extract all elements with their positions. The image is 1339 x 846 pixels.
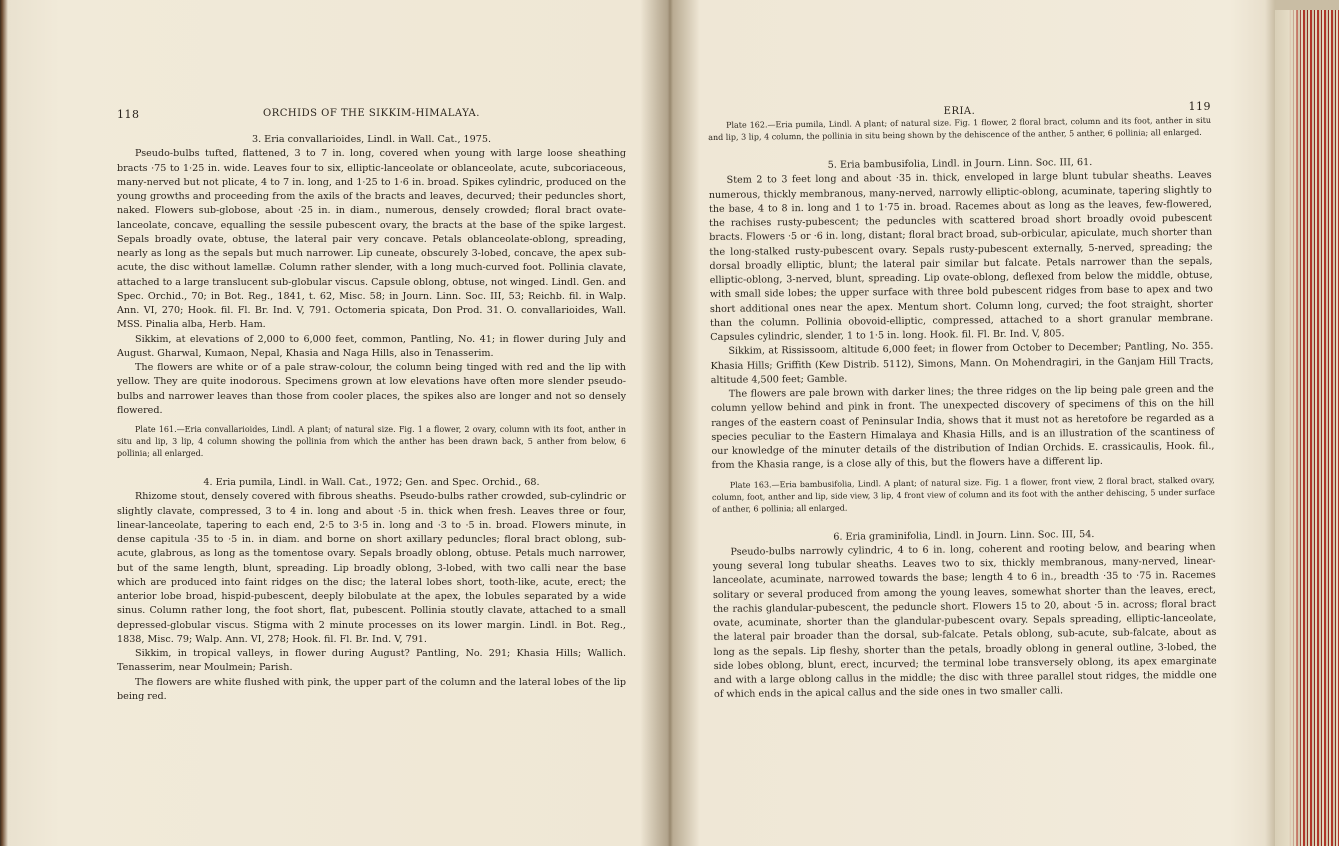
book-gutter — [640, 0, 700, 846]
paragraph: Rhizome stout, densely covered with fibrous sheaths. Pseudo-bulbs rather crowded, sub-cylindric or slightly clavate, compressed, 3 to 4 in. long and about ·5 in. thick when fresh. Leaves three or four, linear-lanceolate, tapering to each end, 2·5 to 3·5 in. long and ·3 to ·5 in. broad. Flowers minute, in dense capitula ·35 to ·5 in. in diam. and borne on short axillary peduncles; floral bract oblong, sub-acute, glabrous, as long as the tomentose ovary. Sepals broadly oblong, obtuse. Petals much narrower, but of the same length, blunt, spreading. Lip broadly oblong, 3-lobed, with two calli near the base which are produced into faint ridges on the disc; the lateral lobes short, tooth-like, acute, erect; the anterior lobe broad, hispid-pubescent, deeply bilobulate at the apex, the lobules separated by a wide sinus. Column rather long, the foot short, flat, pubescent. Pollinia stoutly clavate, attached to a small depressed-globular viscus. Stigma with 2 minute processes on its lower margin. Lindl. in Bot. Reg., 1838, Misc. 79; Walp. Ann. VI, 278; Hook. fil. Fl. Br. Ind. V, 791. — [117, 491, 626, 645]
left-running-head — [117, 108, 626, 121]
plate-caption: Plate 161.—Eria convallarioides, Lindl. A plant; of natural size. Fig. 1 a flower, 2 ovary, column with its foot, anther in situ and lip, 3 lip, 4 column showing the pollinia from which the anther has been drawn back, 5 anther from below, 6 pollinia; all enlarged. — [117, 425, 626, 458]
paragraph: Sikkim, at elevations of 2,000 to 6,000 feet, common, Pantling, No. 41; in flower during July and August. Gharwal, Kumaon, Nepal, Khasia and Naga Hills, also in Tenasserim. — [117, 333, 626, 359]
section-heading: 6. Eria graminifolia, Lindl. in Journ. Linn. Soc. III, 54. — [833, 528, 1095, 543]
paragraph: The flowers are white flushed with pink, the upper part of the column and the lateral lobes of the lip being red. — [117, 676, 626, 702]
plate-caption: Plate 163.—Eria bambusifolia, Lindl. A plant; of natural size. Fig. 1 a flower, front view, 2 floral bract, stalked ovary, column, foot, anther and lip, side view, 3 lip, 4 front view of column and its foot with the anther dehiscing, 5 under surface of anther, 6 pollinia; all enlarged. — [711, 475, 1215, 514]
page-edges — [1275, 10, 1339, 846]
right-running-title: ERIA. — [943, 106, 976, 117]
left-page-body — [117, 127, 626, 704]
paragraph: Sikkim, in tropical valleys, in flower during August? Pantling, No. 291; Khasia Hills; Wallich. Tenasserim, near Moulmein; Parish. — [117, 648, 626, 674]
paragraph: Stem 2 to 3 feet long and about ·35 in. thick, enveloped in large blunt tubular sheaths. Leaves numerous, thickly membranous, many-nerved, narrowly elliptic-oblong, acuminate, tapering slightly to the base, 4 to 8 in. long and 1 to 1·75 in. broad. Racemes about as long as the leaves, few-flowered, the rachises rusty-pubescent; the peduncles with scattered broad short broadly ovoid pubescent bracts. Flowers ·5 or ·6 in. long, distant; floral bract broad, sub-orbicular, apiculate, much shorter than the long-stalked rusty-pubescent ovary. Sepals rusty-pubescent externally, 5-nerved, spreading; the dorsal broadly elliptic, blunt; the lateral pair similar but falcate. Petals narrower than the sepals, elliptic-oblong, 3-nerved, blunt, spreading. Lip ovate-oblong, deflexed from below the middle, obtuse, with small side lobes; the upper surface with three bold pubescent ridges from base to apex and two short additional ones near the apex. Mentum short. Column long, curved; the foot straight, shorter than the column. Pollinia obovoid-elliptic, compressed, attached to a short granular membrane. Capsules cylindric, slender, 1 to 1·5 in. long. Hook. fil. Fl. Br. Ind. V, 805. — [708, 169, 1214, 343]
plate-caption: Plate 162.—Eria pumila, Lindl. A plant; of natural size. Fig. 1 flower, 2 floral bract, column and its foot, anther in situ and lip, 3 lip, 4 column, the pollinia in situ being shown by the dehiscence of the anther, 5 anther, 6 pollinia; all enlarged. — [708, 115, 1212, 142]
section-heading: 4. Eria pumila, Lindl. in Wall. Cat., 1972; Gen. and Spec. Orchid., 68. — [203, 477, 540, 488]
left-page-number: 118 — [117, 108, 140, 121]
paragraph: The flowers are white or of a pale straw-colour, the column being tinged with red and the lip with yellow. They are quite inodorous. Specimens grown at low elevations have often more slender pseudo-bulbs and narrower leaves than those from cooler places, the spikes also are longer and not so densely flowered. — [117, 362, 626, 416]
paragraph: Pseudo-bulbs narrowly cylindric, 4 to 6 in. long, coherent and rooting below, and bearing when young several long tubular sheaths. Leaves two to six, thickly membranous, many-nerved, linear-lanceolate, acuminate, narrowed towards the base; length 4 to 6 in., breadth ·35 to ·75 in. Racemes solitary or several produced from among the young leaves, somewhat shorter than the leaves, erect, the rachis glandular-pubescent, the peduncle short. Flowers 15 to 20, about ·5 in. across; floral bract ovate, acuminate, shorter than the glandular-pubescent ovary. Sepals spreading, elliptic-lanceolate, the lateral pair broader than the dorsal, sub-falcate. Petals oblong, sub-acute, sub-falcate, about as long as the sepals. Lip fleshy, shorter than the petals, broadly oblong in general outline, 3-lobed, the side lobes oblong, blunt, erect, incurved; the terminal lobe transversely oblong, its apex emarginate and with a large oblong callus in the middle; the disc with three parallel stout ridges, the middle one of which ends in the apical callus and the side ones in two smaller calli. — [712, 541, 1217, 701]
right-page-number: 119 — [1188, 100, 1211, 113]
section-heading: 5. Eria bambusifolia, Lindl. in Journ. Linn. Soc. III, 61. — [827, 156, 1093, 171]
paragraph: The flowers are pale brown with darker lines; the three ridges on the lip being pale green and the column yellow behind and pink in front. The unexpected discovery of specimens of this on the hill ranges of the eastern coast of Peninsular India, shows that it must not as heretofore be regarded as a species peculiar to the Eastern Himalaya and Khasia Hills, and is an illustration of the scantiness of our knowledge of the minuter details of the distribution of Indian Orchids. E. crassicaulis, Hook. fil., from the Khasia range, is a close ally of this, but the flowers have a different lip. — [710, 383, 1215, 472]
left-running-title: ORCHIDS OF THE SIKKIM-HIMALAYA. — [263, 108, 480, 119]
right-page-body — [708, 115, 1217, 703]
paragraph: Pseudo-bulbs tufted, flattened, 3 to 7 in. long, covered when young with large loose sheathing bracts ·75 to 1·25 in. wide. Leaves four to six, elliptic-lanceolate or oblanceolate, acute, subcoriaceous, many-nerved but not plicate, 4 to 7 in. long, and 1·25 to 1·6 in. broad. Spikes cylindric, produced on the young growths and proceeding from the axils of the bracts and leaves, decurved; their peduncles short, naked. Flowers sub-globose, about ·25 in. in diam., numerous, densely crowded; floral bract ovate-lanceolate, concave, equalling the sessile pubescent ovary, the bracts at the base of the spike largest. Sepals broadly ovate, obtuse, the lateral pair very concave. Petals oblanceolate-oblong, spreading, nearly as long as the sepals but much narrower. Lip cuneate, obscurely 3-lobed, concave, the apex sub-acute, the disc without lamellæ. Column rather slender, with a long much-curved foot. Pollinia clavate, attached to a large translucent sub-globular viscus. Capsule oblong, obtuse, not winged. Lindl. Gen. and Spec. Orchid., 70; in Bot. Reg., 1841, t. 62, Misc. 58; in Journ. Linn. Soc. III, 53; Reichb. fil. in Walp. Ann. VI, 270; Hook. fil. Fl. Br. Ind. V, 791. Octomeria spicata, Don Prod. 31. O. convallarioides, Wall. MSS. Pinalia alba, Herb. Ham. — [117, 148, 627, 331]
paragraph: Sikkim, at Rississoom, altitude 6,000 feet; in flower from October to December; Pantling, No. 355. Khasia Hills; Griffith (Kew Distrib. 5112), Simons, Mann. On Mohendragiri, in the Ganjam Hill Tracts, altitude 4,500 feet; Gamble. — [710, 340, 1214, 386]
section-heading: 3. Eria convallarioides, Lindl. in Wall. Cat., 1975. — [251, 134, 492, 145]
